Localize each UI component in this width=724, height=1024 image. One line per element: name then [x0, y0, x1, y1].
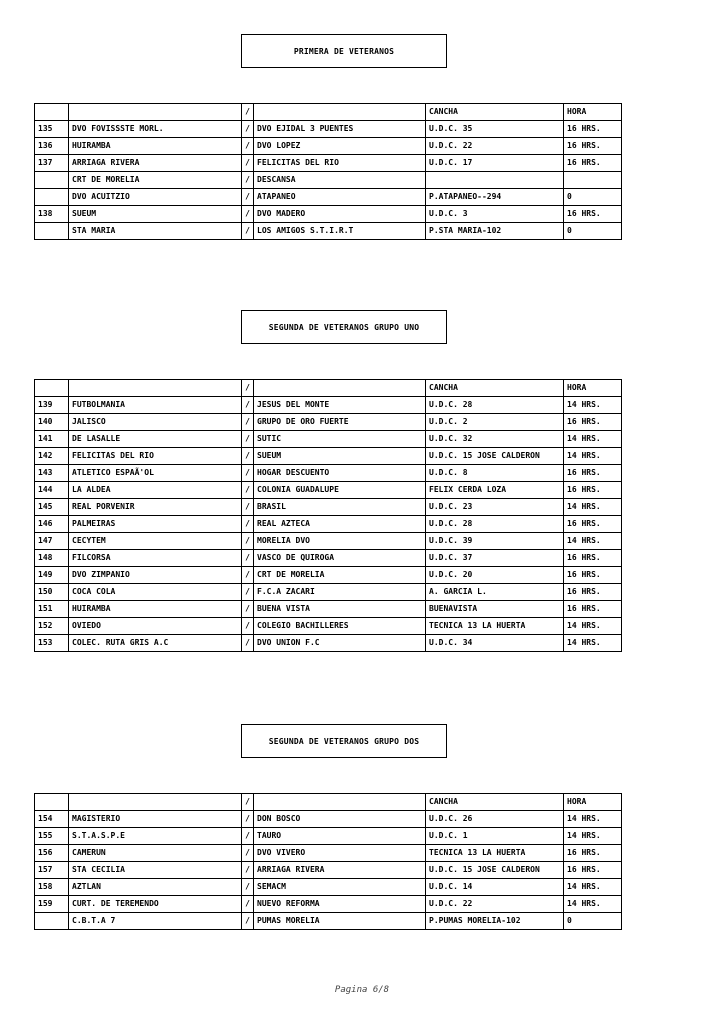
field-cell: CANCHA	[426, 794, 564, 811]
page-number: Pagina 6/8	[334, 985, 390, 995]
home-team-cell: COCA COLA	[69, 584, 242, 601]
time-cell: 0	[564, 913, 622, 930]
away-team-cell: FELICITAS DEL RIO	[254, 155, 426, 172]
time-cell: 16 HRS.	[564, 862, 622, 879]
away-team-cell: VASCO DE QUIROGA	[254, 550, 426, 567]
field-cell: CANCHA	[426, 380, 564, 397]
separator-cell: /	[242, 499, 254, 516]
separator-cell: /	[242, 896, 254, 913]
time-cell: 14 HRS.	[564, 397, 622, 414]
field-cell: U.D.C. 28	[426, 397, 564, 414]
field-cell: U.D.C. 23	[426, 499, 564, 516]
time-cell: 16 HRS.	[564, 550, 622, 567]
match-number-cell	[35, 913, 69, 930]
time-cell: 14 HRS.	[564, 448, 622, 465]
home-team-cell: COLEC. RUTA GRIS A.C	[69, 635, 242, 652]
separator-cell: /	[242, 465, 254, 482]
home-team-cell: FELICITAS DEL RIO	[69, 448, 242, 465]
away-team-cell: DVO VIVERO	[254, 845, 426, 862]
table-row	[35, 223, 622, 240]
table-row	[35, 516, 622, 533]
match-number-cell: 135	[35, 121, 69, 138]
home-team-cell	[69, 794, 242, 811]
separator-cell: /	[242, 516, 254, 533]
table-row	[35, 155, 622, 172]
fixtures-table-segunda-grupo-dos	[34, 793, 622, 930]
home-team-cell: CRT DE MORELIA	[69, 172, 242, 189]
match-number-cell: 159	[35, 896, 69, 913]
table-header-row	[35, 380, 622, 397]
time-cell: 16 HRS.	[564, 465, 622, 482]
away-team-cell: GRUPO DE ORO FUERTE	[254, 414, 426, 431]
separator-cell: /	[242, 206, 254, 223]
separator-cell: /	[242, 811, 254, 828]
away-team-cell: DESCANSA	[254, 172, 426, 189]
match-number-cell: 155	[35, 828, 69, 845]
home-team-cell: CECYTEM	[69, 533, 242, 550]
away-team-cell: DVO EJIDAL 3 PUENTES	[254, 121, 426, 138]
away-team-cell: DON BOSCO	[254, 811, 426, 828]
separator-cell: /	[242, 845, 254, 862]
home-team-cell: ATLETICO ESPAÃ'OL	[69, 465, 242, 482]
time-cell: 14 HRS.	[564, 828, 622, 845]
match-number-cell: 138	[35, 206, 69, 223]
match-number-cell: 150	[35, 584, 69, 601]
match-number-cell: 139	[35, 397, 69, 414]
field-cell: U.D.C. 2	[426, 414, 564, 431]
away-team-cell: BRASIL	[254, 499, 426, 516]
time-cell: 16 HRS.	[564, 138, 622, 155]
separator-cell: /	[242, 189, 254, 206]
field-cell: P.STA MARIA-102	[426, 223, 564, 240]
match-number-cell	[35, 794, 69, 811]
home-team-cell: SUEUM	[69, 206, 242, 223]
home-team-cell: HUIRAMBA	[69, 601, 242, 618]
section-title-segunda-grupo-uno: SEGUNDA DE VETERANOS GRUPO UNO	[241, 310, 447, 344]
separator-cell: /	[242, 533, 254, 550]
match-number-cell: 149	[35, 567, 69, 584]
field-cell: BUENAVISTA	[426, 601, 564, 618]
separator-cell: /	[242, 482, 254, 499]
match-number-cell	[35, 172, 69, 189]
home-team-cell: OVIEDO	[69, 618, 242, 635]
match-number-cell: 146	[35, 516, 69, 533]
time-cell: 16 HRS.	[564, 414, 622, 431]
home-team-cell: CAMERUN	[69, 845, 242, 862]
match-number-cell: 144	[35, 482, 69, 499]
home-team-cell: C.B.T.A 7	[69, 913, 242, 930]
time-cell: 16 HRS.	[564, 584, 622, 601]
away-team-cell: DVO LOPEZ	[254, 138, 426, 155]
table-header-row	[35, 104, 622, 121]
time-cell: 16 HRS.	[564, 482, 622, 499]
away-team-cell: REAL AZTECA	[254, 516, 426, 533]
table-row	[35, 121, 622, 138]
away-team-cell: COLONIA GUADALUPE	[254, 482, 426, 499]
home-team-cell: DVO FOVISSSTE MORL.	[69, 121, 242, 138]
time-cell: 16 HRS.	[564, 516, 622, 533]
away-team-cell: DVO MADERO	[254, 206, 426, 223]
match-number-cell: 156	[35, 845, 69, 862]
table-row	[35, 913, 622, 930]
home-team-cell: JALISCO	[69, 414, 242, 431]
match-number-cell: 147	[35, 533, 69, 550]
field-cell: P.ATAPANEO--294	[426, 189, 564, 206]
table-row	[35, 550, 622, 567]
separator-cell: /	[242, 431, 254, 448]
field-cell: U.D.C. 14	[426, 879, 564, 896]
home-team-cell: MAGISTERIO	[69, 811, 242, 828]
time-cell: 16 HRS.	[564, 567, 622, 584]
table-row	[35, 138, 622, 155]
table-row	[35, 397, 622, 414]
field-cell: U.D.C. 26	[426, 811, 564, 828]
time-cell: 0	[564, 189, 622, 206]
field-cell: U.D.C. 20	[426, 567, 564, 584]
table-row	[35, 896, 622, 913]
field-cell: U.D.C. 17	[426, 155, 564, 172]
separator-cell: /	[242, 828, 254, 845]
match-number-cell: 142	[35, 448, 69, 465]
home-team-cell: FUTBOLMANIA	[69, 397, 242, 414]
match-number-cell	[35, 223, 69, 240]
match-number-cell: 145	[35, 499, 69, 516]
field-cell: U.D.C. 22	[426, 896, 564, 913]
home-team-cell: FILCORSA	[69, 550, 242, 567]
table-row	[35, 845, 622, 862]
separator-cell: /	[242, 172, 254, 189]
time-cell: 14 HRS.	[564, 499, 622, 516]
fixtures-table-segunda-grupo-uno	[34, 379, 622, 652]
table-row	[35, 635, 622, 652]
time-cell: 16 HRS.	[564, 155, 622, 172]
table-row	[35, 811, 622, 828]
field-cell: U.D.C. 35	[426, 121, 564, 138]
home-team-cell: S.T.A.S.P.E	[69, 828, 242, 845]
time-cell	[564, 172, 622, 189]
table-row	[35, 172, 622, 189]
away-team-cell: PUMAS MORELIA	[254, 913, 426, 930]
match-number-cell: 152	[35, 618, 69, 635]
away-team-cell	[254, 794, 426, 811]
section-title-primera: PRIMERA DE VETERANOS	[241, 34, 447, 68]
field-cell: A. GARCIA L.	[426, 584, 564, 601]
away-team-cell: LOS AMIGOS S.T.I.R.T	[254, 223, 426, 240]
time-cell: 14 HRS.	[564, 811, 622, 828]
table-header-row	[35, 794, 622, 811]
field-cell: U.D.C. 1	[426, 828, 564, 845]
match-number-cell: 154	[35, 811, 69, 828]
time-cell: 14 HRS.	[564, 533, 622, 550]
field-cell: U.D.C. 39	[426, 533, 564, 550]
field-cell: U.D.C. 37	[426, 550, 564, 567]
match-number-cell: 137	[35, 155, 69, 172]
home-team-cell: DVO ZIMPANIO	[69, 567, 242, 584]
table-row	[35, 482, 622, 499]
home-team-cell	[69, 380, 242, 397]
time-cell: 14 HRS.	[564, 635, 622, 652]
time-cell: 14 HRS.	[564, 618, 622, 635]
separator-cell: /	[242, 567, 254, 584]
match-number-cell: 140	[35, 414, 69, 431]
field-cell: TECNICA 13 LA HUERTA	[426, 618, 564, 635]
match-number-cell: 153	[35, 635, 69, 652]
separator-cell: /	[242, 121, 254, 138]
time-cell: 14 HRS.	[564, 879, 622, 896]
separator-cell: /	[242, 414, 254, 431]
separator-cell: /	[242, 879, 254, 896]
time-cell: 14 HRS.	[564, 896, 622, 913]
separator-cell: /	[242, 794, 254, 811]
match-number-cell: 136	[35, 138, 69, 155]
time-cell: 16 HRS.	[564, 601, 622, 618]
separator-cell: /	[242, 601, 254, 618]
away-team-cell: SEMACM	[254, 879, 426, 896]
away-team-cell: HOGAR DESCUENTO	[254, 465, 426, 482]
away-team-cell: CRT DE MORELIA	[254, 567, 426, 584]
away-team-cell: ARRIAGA RIVERA	[254, 862, 426, 879]
field-cell: U.D.C. 15 JOSE CALDERON	[426, 448, 564, 465]
field-cell: U.D.C. 3	[426, 206, 564, 223]
table-row	[35, 414, 622, 431]
match-number-cell: 151	[35, 601, 69, 618]
time-cell: 16 HRS.	[564, 121, 622, 138]
field-cell: CANCHA	[426, 104, 564, 121]
home-team-cell: DVO ACUITZIO	[69, 189, 242, 206]
away-team-cell: NUEVO REFORMA	[254, 896, 426, 913]
home-team-cell: STA MARIA	[69, 223, 242, 240]
table-row	[35, 584, 622, 601]
time-cell: HORA	[564, 104, 622, 121]
away-team-cell	[254, 380, 426, 397]
table-row	[35, 431, 622, 448]
separator-cell: /	[242, 913, 254, 930]
match-number-cell	[35, 104, 69, 121]
home-team-cell: AZTLAN	[69, 879, 242, 896]
away-team-cell: JESUS DEL MONTE	[254, 397, 426, 414]
table-row	[35, 618, 622, 635]
table-row	[35, 499, 622, 516]
match-number-cell: 141	[35, 431, 69, 448]
table-row	[35, 533, 622, 550]
table-row	[35, 862, 622, 879]
match-number-cell: 157	[35, 862, 69, 879]
home-team-cell: PALMEIRAS	[69, 516, 242, 533]
separator-cell: /	[242, 862, 254, 879]
separator-cell: /	[242, 635, 254, 652]
away-team-cell: ATAPANEO	[254, 189, 426, 206]
away-team-cell: SUTIC	[254, 431, 426, 448]
home-team-cell: HUIRAMBA	[69, 138, 242, 155]
separator-cell: /	[242, 138, 254, 155]
home-team-cell: REAL PORVENIR	[69, 499, 242, 516]
field-cell: FELIX CERDA LOZA	[426, 482, 564, 499]
separator-cell: /	[242, 380, 254, 397]
table-row	[35, 189, 622, 206]
home-team-cell: LA ALDEA	[69, 482, 242, 499]
table-row	[35, 828, 622, 845]
away-team-cell: BUENA VISTA	[254, 601, 426, 618]
field-cell: U.D.C. 15 JOSE CALDERON	[426, 862, 564, 879]
match-number-cell: 158	[35, 879, 69, 896]
match-number-cell: 148	[35, 550, 69, 567]
separator-cell: /	[242, 155, 254, 172]
away-team-cell: MORELIA DVO	[254, 533, 426, 550]
field-cell: U.D.C. 32	[426, 431, 564, 448]
table-row	[35, 206, 622, 223]
time-cell: HORA	[564, 380, 622, 397]
match-number-cell: 143	[35, 465, 69, 482]
separator-cell: /	[242, 448, 254, 465]
match-number-cell	[35, 380, 69, 397]
away-team-cell: DVO UNION F.C	[254, 635, 426, 652]
field-cell: U.D.C. 34	[426, 635, 564, 652]
away-team-cell: SUEUM	[254, 448, 426, 465]
field-cell: U.D.C. 22	[426, 138, 564, 155]
home-team-cell	[69, 104, 242, 121]
home-team-cell: STA CECILIA	[69, 862, 242, 879]
table-row	[35, 879, 622, 896]
away-team-cell	[254, 104, 426, 121]
separator-cell: /	[242, 550, 254, 567]
table-row	[35, 465, 622, 482]
separator-cell: /	[242, 223, 254, 240]
away-team-cell: COLEGIO BACHILLERES	[254, 618, 426, 635]
time-cell: 14 HRS.	[564, 431, 622, 448]
field-cell: U.D.C. 28	[426, 516, 564, 533]
fixtures-table-primera	[34, 103, 622, 240]
separator-cell: /	[242, 618, 254, 635]
field-cell: P.PUMAS MORELIA-102	[426, 913, 564, 930]
field-cell	[426, 172, 564, 189]
field-cell: U.D.C. 8	[426, 465, 564, 482]
table-row	[35, 448, 622, 465]
match-number-cell	[35, 189, 69, 206]
home-team-cell: DE LASALLE	[69, 431, 242, 448]
time-cell: 16 HRS.	[564, 845, 622, 862]
section-title-segunda-grupo-dos: SEGUNDA DE VETERANOS GRUPO DOS	[241, 724, 447, 758]
table-row	[35, 567, 622, 584]
separator-cell: /	[242, 104, 254, 121]
home-team-cell: ARRIAGA RIVERA	[69, 155, 242, 172]
field-cell: TECNICA 13 LA HUERTA	[426, 845, 564, 862]
away-team-cell: F.C.A ZACARI	[254, 584, 426, 601]
separator-cell: /	[242, 584, 254, 601]
separator-cell: /	[242, 397, 254, 414]
away-team-cell: TAURO	[254, 828, 426, 845]
time-cell: 0	[564, 223, 622, 240]
time-cell: HORA	[564, 794, 622, 811]
home-team-cell: CURT. DE TEREMENDO	[69, 896, 242, 913]
table-row	[35, 601, 622, 618]
time-cell: 16 HRS.	[564, 206, 622, 223]
